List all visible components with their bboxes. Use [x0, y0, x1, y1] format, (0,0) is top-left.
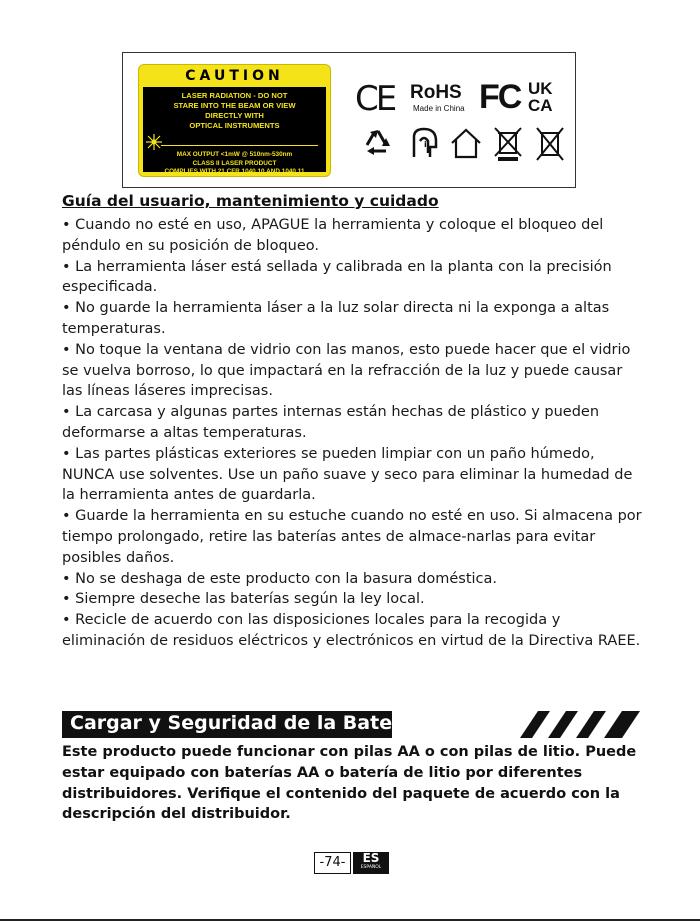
guide-item: • La carcasa y algunas partes internas están hechas de plástico y pueden deformarse a altas temperaturas.	[62, 404, 600, 441]
ukca-bottom: CA	[528, 96, 553, 115]
laser-starburst-icon	[146, 134, 162, 150]
spec-line: COMPLIES WITH 21 CFR 1040.10 AND 1040.11	[164, 168, 305, 176]
guide-item: • Siempre deseche las baterías según la ley local.	[62, 591, 425, 608]
language-tab	[353, 852, 389, 874]
battery-section-header	[62, 711, 421, 738]
fcc-mark: FC	[479, 78, 521, 116]
spec-line: MAX OUTPUT <1mW @ 510nm-530nm	[176, 151, 293, 158]
guide-item: • Las partes plásticas exteriores se pueden limpiar con un paño húmedo, NUNCA use solventes. Use un paño suave y seco para eliminar la humedad de la herramienta antes de guardarla.	[62, 445, 633, 504]
battery-section-title: Cargar y Seguridad de la Batería	[70, 712, 421, 734]
ce-mark: CE	[355, 79, 395, 119]
rohs-mark	[410, 82, 465, 113]
ukca-top: UK	[528, 79, 553, 98]
caution-label	[138, 64, 331, 177]
svg-text:i: i	[424, 140, 427, 149]
guide-item: • Recicle de acuerdo con las disposiciones locales para la recogida y eliminación de residuos eléctricos y electrónicos en virtud de la Directiva RAEE.	[62, 612, 641, 649]
battery-section-body: Este producto puede funcionar con pilas AA o con pilas de litio. Puede estar equipado con baterías AA o batería de litio por diferentes distribuidores. Verifique el contenido del paquete de acuerdo con la descripción del distribuidor.	[62, 744, 637, 823]
guide-item: • No se deshaga de este producto con la basura doméstica.	[62, 570, 498, 587]
rohs-text: RoHS	[410, 82, 462, 103]
warning-line: STARE INTO THE BEAM OR VIEW	[173, 101, 296, 110]
guide-item: • La herramienta láser está sellada y calibrada en la planta con la precisión especificada.	[62, 258, 612, 296]
caution-title: CAUTION	[185, 68, 284, 84]
page-number: -74-	[314, 852, 351, 874]
recycle-icon	[361, 125, 395, 163]
language-code: ES	[362, 851, 380, 865]
warning-line: LASER RADIATION - DO NOT	[181, 91, 288, 100]
ukca-mark	[528, 80, 553, 114]
weee-bin-icon	[491, 125, 525, 163]
battery-bin-icon	[533, 125, 567, 163]
compliance-label-box	[122, 52, 576, 188]
warning-divider	[161, 145, 318, 146]
warning-line: DIRECTLY WITH	[205, 111, 264, 120]
warning-line: OPTICAL INSTRUMENTS	[189, 121, 280, 130]
guide-title: Guía del usuario, mantenimiento y cuidado	[62, 192, 439, 210]
guide-item: • Guarde la herramienta en su estuche cuando no esté en uso. Si almacena por tiempo prolongado, retire las baterías antes de almace-narlas para evitar posibles daños.	[62, 508, 642, 566]
guide-list	[62, 215, 642, 652]
rohs-subtext: Made in China	[413, 104, 465, 113]
spec-lines	[145, 151, 324, 177]
manual-icon	[408, 125, 442, 163]
caution-warning-panel	[143, 87, 326, 176]
language-name: ESPAÑOL	[360, 865, 382, 870]
guide-item: • No toque la ventana de vidrio con las manos, esto puede hacer que el vidrio se vuelva borroso, lo que impactará en la refracción de la luz y puede causar las líneas láseres imprecisas.	[62, 341, 631, 400]
warning-lines	[145, 91, 324, 131]
header-stripes-decoration	[520, 711, 640, 738]
guide-item: • Cuando no esté en uso, APAGUE la herramienta y coloque el bloqueo del péndulo en su posición de bloqueo.	[62, 217, 604, 254]
guide-item: • No guarde la herramienta láser a la luz solar directa ni la exponga a altas temperaturas.	[62, 300, 610, 337]
spec-line: CLASS II LASER PRODUCT	[192, 159, 277, 167]
indoor-use-icon	[449, 125, 483, 163]
